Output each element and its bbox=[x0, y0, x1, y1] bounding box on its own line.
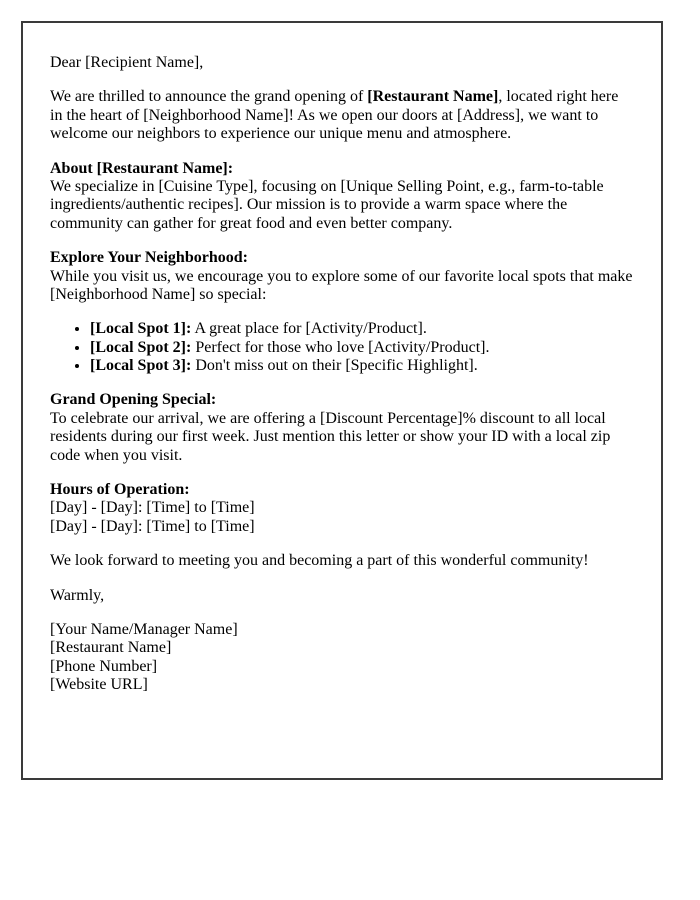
intro-text-after: , located right here in the heart of [Neighborhood Name]! As we open our doors at [Address], we want to welcome our neighbors to experience our unique menu and atmosphere. bbox=[50, 88, 619, 143]
local-spot-text: A great place for [Activity/Product]. bbox=[191, 320, 427, 338]
list-item bbox=[90, 320, 633, 338]
local-spot-text: Don't miss out on their [Specific Highlight]. bbox=[191, 357, 478, 375]
signoff: Warmly, bbox=[50, 586, 105, 604]
about-heading: About [Restaurant Name]: bbox=[50, 159, 234, 177]
hours-section bbox=[50, 481, 633, 536]
signature-block bbox=[50, 621, 633, 695]
local-spot-label: [Local Spot 2]: bbox=[90, 338, 192, 356]
local-spot-text: Perfect for those who love [Activity/Product]. bbox=[191, 338, 490, 356]
explore-heading: Explore Your Neighborhood: bbox=[50, 249, 248, 267]
list-item bbox=[90, 339, 633, 357]
hours-line: [Day] - [Day]: [Time] to [Time] bbox=[50, 499, 255, 517]
hours-line: [Day] - [Day]: [Time] to [Time] bbox=[50, 517, 255, 535]
local-spot-label: [Local Spot 1]: bbox=[90, 320, 192, 338]
local-spot-label: [Local Spot 3]: bbox=[90, 357, 192, 375]
local-spots-list bbox=[50, 320, 633, 375]
signature-phone: [Phone Number] bbox=[50, 657, 158, 675]
signature-name: [Your Name/Manager Name] bbox=[50, 620, 238, 638]
closing-paragraph: We look forward to meeting you and becoming a part of this wonderful community! bbox=[50, 552, 589, 570]
special-body: To celebrate our arrival, we are offering a [Discount Percentage]% discount to all local residents during our first week. Just mention this letter or show your ID with a local zip code when you visit. bbox=[50, 409, 611, 464]
list-item bbox=[90, 357, 633, 375]
hours-heading: Hours of Operation: bbox=[50, 481, 190, 499]
explore-section bbox=[50, 249, 633, 304]
about-section bbox=[50, 160, 633, 234]
special-heading: Grand Opening Special: bbox=[50, 391, 217, 409]
intro-text-before: We are thrilled to announce the grand opening of bbox=[50, 88, 368, 106]
signature-website: [Website URL] bbox=[50, 676, 148, 694]
salutation: Dear [Recipient Name], bbox=[50, 54, 204, 71]
restaurant-name-bold: [Restaurant Name] bbox=[367, 88, 499, 106]
special-section bbox=[50, 391, 633, 465]
letter-document bbox=[21, 21, 663, 780]
intro-paragraph bbox=[50, 88, 633, 143]
about-body: We specialize in [Cuisine Type], focusing on [Unique Selling Point, e.g., farm-to-table ingredients/authentic recipes]. Our mission is to provide a warm space where the community can gather for great food and even better company. bbox=[50, 177, 604, 232]
signature-restaurant: [Restaurant Name] bbox=[50, 639, 172, 657]
explore-body: While you visit us, we encourage you to explore some of our favorite local spots that make [Neighborhood Name] so special: bbox=[50, 267, 633, 303]
